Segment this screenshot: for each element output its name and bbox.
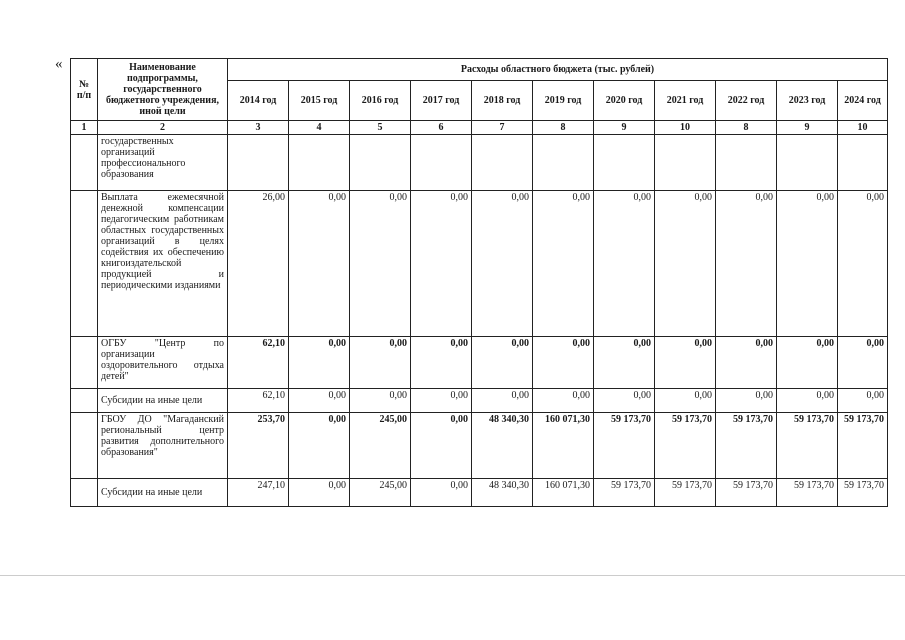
value-cell: 0,00	[289, 337, 350, 389]
value-cell: 0,00	[472, 337, 533, 389]
value-cell: 160 071,30	[533, 413, 594, 479]
header-year: 2017 год	[411, 81, 472, 121]
value-cell: 0,00	[838, 337, 888, 389]
value-cell: 26,00	[228, 191, 289, 337]
value-cell: 62,10	[228, 389, 289, 413]
header-year: 2014 год	[228, 81, 289, 121]
value-cell: 48 340,30	[472, 413, 533, 479]
value-cell: 59 173,70	[594, 479, 655, 507]
value-cell: 59 173,70	[655, 413, 716, 479]
value-cell: 0,00	[350, 191, 411, 337]
value-cell: 160 071,30	[533, 479, 594, 507]
row-name: Выплата ежемесячной денежной компенсации педагогическим работникам областных государственных организаций в целях содействия их обеспечению книгоиздательской продукцией и периодическими изданиями	[98, 191, 228, 337]
value-cell: 0,00	[594, 389, 655, 413]
value-cell: 0,00	[655, 191, 716, 337]
value-cell: 59 173,70	[777, 413, 838, 479]
value-cell: 59 173,70	[716, 413, 777, 479]
table-row	[71, 389, 888, 413]
value-cell: 59 173,70	[838, 479, 888, 507]
value-cell: 0,00	[594, 337, 655, 389]
value-cell: 0,00	[533, 389, 594, 413]
header-year: 2024 год	[838, 81, 888, 121]
table-row	[71, 191, 888, 337]
column-index: 8	[716, 121, 777, 135]
row-name: государственных организаций профессионального образования	[98, 135, 228, 191]
row-num-cell	[71, 135, 98, 191]
value-cell: 48 340,30	[472, 479, 533, 507]
value-cell: 0,00	[655, 337, 716, 389]
value-cell	[594, 135, 655, 191]
row-name: Субсидии на иные цели	[98, 479, 228, 507]
value-cell: 62,10	[228, 337, 289, 389]
value-cell: 0,00	[533, 191, 594, 337]
value-cell: 245,00	[350, 479, 411, 507]
value-cell: 0,00	[411, 337, 472, 389]
value-cell	[838, 135, 888, 191]
row-num-cell	[71, 413, 98, 479]
header-year: 2021 год	[655, 81, 716, 121]
column-index: 5	[350, 121, 411, 135]
value-cell: 253,70	[228, 413, 289, 479]
value-cell: 0,00	[350, 337, 411, 389]
value-cell	[289, 135, 350, 191]
value-cell: 59 173,70	[777, 479, 838, 507]
table-row	[71, 135, 888, 191]
table-row	[71, 337, 888, 389]
value-cell: 0,00	[411, 479, 472, 507]
column-index: 10	[655, 121, 716, 135]
value-cell	[472, 135, 533, 191]
value-cell: 59 173,70	[838, 413, 888, 479]
value-cell: 0,00	[716, 389, 777, 413]
column-index: 9	[594, 121, 655, 135]
value-cell: 0,00	[289, 191, 350, 337]
value-cell: 247,10	[228, 479, 289, 507]
value-cell: 0,00	[289, 479, 350, 507]
value-cell: 0,00	[838, 191, 888, 337]
value-cell: 0,00	[289, 413, 350, 479]
row-name: Субсидии на иные цели	[98, 389, 228, 413]
table-row	[71, 479, 888, 507]
value-cell	[716, 135, 777, 191]
column-index: 6	[411, 121, 472, 135]
value-cell: 0,00	[777, 337, 838, 389]
column-index: 7	[472, 121, 533, 135]
value-cell: 0,00	[289, 389, 350, 413]
value-cell: 0,00	[655, 389, 716, 413]
header-num: № п/п	[71, 59, 98, 121]
value-cell: 0,00	[838, 389, 888, 413]
row-name: ОГБУ "Центр по организации оздоровительного отдыха детей"	[98, 337, 228, 389]
value-cell	[350, 135, 411, 191]
page-edge-line	[0, 575, 905, 576]
header-year: 2023 год	[777, 81, 838, 121]
value-cell: 0,00	[472, 191, 533, 337]
value-cell: 0,00	[411, 191, 472, 337]
value-cell: 0,00	[777, 191, 838, 337]
value-cell	[533, 135, 594, 191]
value-cell: 59 173,70	[655, 479, 716, 507]
row-num-cell	[71, 389, 98, 413]
row-num-cell	[71, 337, 98, 389]
value-cell	[655, 135, 716, 191]
column-index: 10	[838, 121, 888, 135]
value-cell: 0,00	[533, 337, 594, 389]
value-cell	[228, 135, 289, 191]
column-index: 8	[533, 121, 594, 135]
value-cell: 59 173,70	[594, 413, 655, 479]
header-name: Наименование подпрограммы, государственного бюджетного учреждения, иной цели	[98, 59, 228, 121]
value-cell: 0,00	[350, 389, 411, 413]
value-cell: 0,00	[411, 389, 472, 413]
column-index: 1	[71, 121, 98, 135]
header-group-title: Расходы областного бюджета (тыс. рублей)	[228, 59, 888, 81]
value-cell	[777, 135, 838, 191]
table-row	[71, 413, 888, 479]
value-cell: 0,00	[777, 389, 838, 413]
value-cell: 0,00	[411, 413, 472, 479]
header-year: 2016 год	[350, 81, 411, 121]
header-year: 2022 год	[716, 81, 777, 121]
row-num-cell	[71, 191, 98, 337]
row-name: ГБОУ ДО "Магаданский региональный центр развития дополнительного образования"	[98, 413, 228, 479]
header-year: 2020 год	[594, 81, 655, 121]
value-cell: 59 173,70	[716, 479, 777, 507]
value-cell: 0,00	[716, 191, 777, 337]
value-cell: 245,00	[350, 413, 411, 479]
row-num-cell	[71, 479, 98, 507]
header-year: 2018 год	[472, 81, 533, 121]
header-year: 2015 год	[289, 81, 350, 121]
value-cell: 0,00	[472, 389, 533, 413]
budget-table	[70, 58, 888, 507]
opening-quote: «	[55, 56, 63, 72]
value-cell: 0,00	[594, 191, 655, 337]
column-index: 9	[777, 121, 838, 135]
value-cell	[411, 135, 472, 191]
column-index: 4	[289, 121, 350, 135]
value-cell: 0,00	[716, 337, 777, 389]
header-year: 2019 год	[533, 81, 594, 121]
column-index: 3	[228, 121, 289, 135]
column-index: 2	[98, 121, 228, 135]
